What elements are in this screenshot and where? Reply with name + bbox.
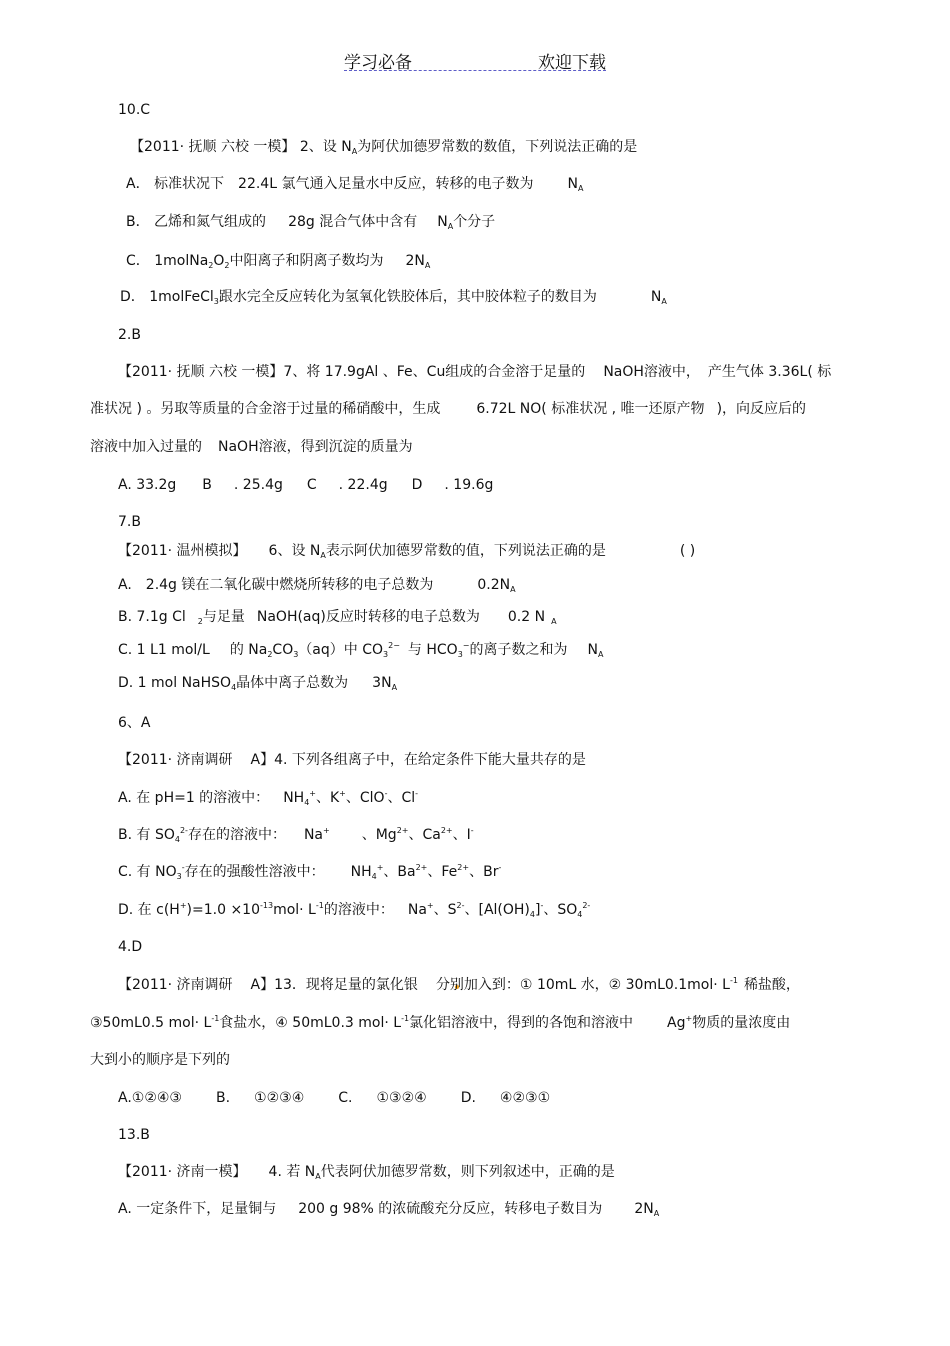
question-text: 准状况 ) 。另取等质量的合金溶于过量的稀硝酸中，生成 6.72L NO( 标准状况 , 唯一还原产物 )，向反应后的	[90, 401, 807, 417]
answer-line: 2.B	[118, 327, 141, 343]
answer-line: 4.D	[118, 939, 143, 955]
question-heading: 【2011· 温州模拟】 6、设 $N_A$表示阿伏加德罗常数的值，下列说法正确的是 ( )	[118, 543, 696, 560]
option-line: D. 1 mol NaHSO$_4$晶体中离子总数为 $3N_A$	[118, 675, 398, 692]
option-line: B． 乙烯和氮气组成的 28g 混合气体中含有 $N_A$个分子	[126, 214, 496, 231]
option-line: B. 7.1g Cl $_2$与足量 NaOH(aq)反应时转移的电子总数为 0.2 N $_A$	[118, 609, 557, 626]
answer-line: 13.B	[118, 1127, 150, 1143]
option-line: A. 在 pH=1 的溶液中： $NH_4^+$、K+、ClO-、Cl-	[118, 789, 419, 807]
answer-line: 10.C	[118, 102, 151, 118]
option-line: C. 有 $NO_3^-$存在的强酸性溶液中： $NH_4^+$、$Ba^{2+}$、$Fe^{2+}$、Br-	[118, 863, 502, 881]
question-heading: 【2011· 济南一模】 4. 若 $N_A$代表阿伏加德罗常数，则下列叙述中，正确的是	[118, 1164, 615, 1181]
options-row: A. 33.2g B . 25.4g C . 22.4g D . 19.6g	[118, 477, 494, 493]
question-text: ③50mL0.5 $mol\cdot L^{-1}$食盐水，④ 50mL0.3 $mol\cdot L^{-1}$氯化铝溶液中，得到的各饱和溶液中 Ag+物质的量浓度由	[90, 1014, 791, 1031]
option-line: B. 有 $SO_4^{2-}$存在的溶液中： Na+ 、$Mg^{2+}$、$Ca^{2+}$、I-	[118, 826, 474, 844]
answer-line: 6、A	[118, 715, 151, 731]
option-line: D． 1molFeCl$_3$跟水完全反应转化为氢氧化铁胶体后，其中胶体粒子的数目为 $N_A$	[120, 289, 667, 306]
option-line: C． $1molNa_2O_2$中阳离子和阴离子数均为 $2N_A$	[126, 253, 431, 270]
option-line: A. 2.4g 镁在二氧化碳中燃烧所转移的电子总数为 $0.2N_A$	[118, 577, 516, 594]
header-dashed-rule	[344, 70, 606, 71]
page-header	[344, 46, 606, 74]
option-line: D. 在 $c(H^+)=1.0 \times 10^{-13}mol\cdot L^{-1}$的溶液中： Na+、$S^{2-}$、$[Al(OH)_4]^-$、$SO_4^{2-}$	[118, 901, 591, 919]
question-heading: 【2011· 抚顺 六校 一模】 2、设 $N_A$为阿伏加德罗常数的数值，下列说法正确的是	[130, 139, 638, 156]
option-line: C. 1 L1 mol/L 的 $Na_2CO_3(aq)$中 $CO_3^{2-}$ 与 $HCO_3^-$的离子数之和为 $N_A$	[118, 641, 604, 659]
option-line: A． 标准状况下 22.4L 氯气通入足量水中反应，转移的电子数为 $N_A$	[126, 176, 584, 193]
question-heading: 【2011· 济南调研 A】13．现将足量的氯化银 分别加入到：① 10mL 水，② $30mL0.1mol\cdot L^{-1}$ 稀盐酸，	[118, 976, 800, 993]
header-left-text: 学习必备	[344, 53, 412, 73]
options-row: A.①②④③ B. ①②③④ C. ①③②④ D. ④②③①	[118, 1090, 551, 1106]
question-text: 溶液中加入过量的 NaOH溶液，得到沉淀的质量为	[90, 439, 413, 455]
answer-line: 7.B	[118, 514, 141, 530]
question-heading: 【2011· 济南调研 A】4. 下列各组离子中，在给定条件下能大量共存的是	[118, 752, 586, 768]
question-heading: 【2011· 抚顺 六校 一模】7、将 17.9gAl 、Fe、Cu组成的合金溶于足量的 NaOH溶液中， 产生气体 3.36L( 标	[118, 364, 832, 380]
header-right-text: 欢迎下载	[538, 53, 606, 73]
question-text: 大到小的顺序是下列的	[90, 1052, 230, 1068]
option-line: A. 一定条件下，足量铜与 200 g 98% 的浓硫酸充分反应，转移电子数目为 $2N_A$	[118, 1201, 660, 1218]
